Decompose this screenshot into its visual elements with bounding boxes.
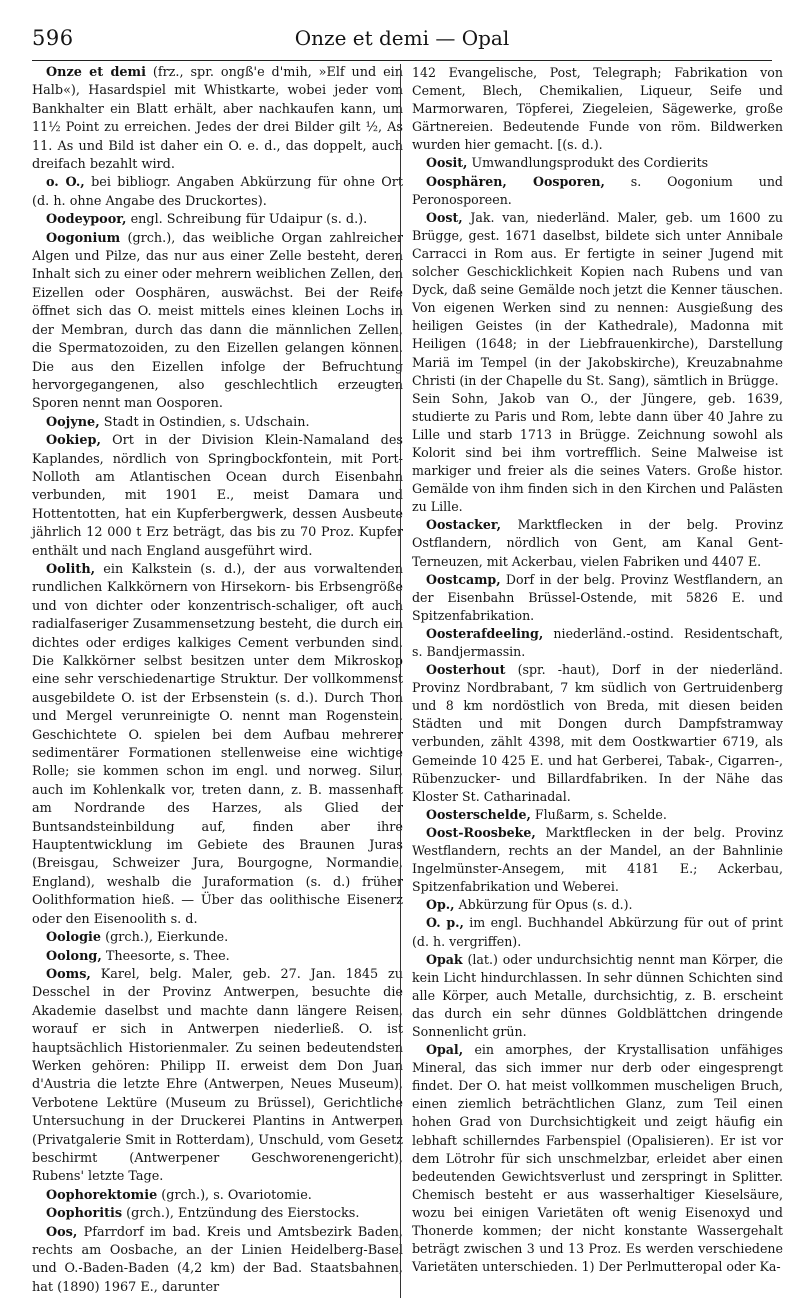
dictionary-entry	[412, 64, 783, 154]
dictionary-entry	[412, 209, 783, 390]
dictionary-entry	[32, 1224, 403, 1298]
entry-text: engl. Schreibung für Udaipur (s. d.).	[126, 212, 368, 228]
entry-headword: Opak	[426, 951, 463, 967]
entry-text: Karel, belg. Maler, geb. 27. Jan. 1845 zu Desschel in der Provinz Antwerpen, besuchte die Akademie daselbst und machte dann längere Reisen, worauf er sich in Antwerpen niederließ. O. ist hauptsächlich Historienmaler. Zu seinen bedeutendsten Werken gehören: Philipp II. erweist dem Don Juan d'Austria die letzte Ehre (Antwerpen, Neues Museum), Verbotene Lektüre (Museum zu Brüssel), Gerichtliche Untersuchung in der Druckerei Plantins in Antwerpen (Privatgalerie Smit in Rotterdam), Unschuld, vom Gesetz beschirmt (Antwerpener Geschworenengericht), Rubens' letzte Tage.	[32, 966, 403, 1185]
entry-headword: Oodeypoor,	[46, 212, 127, 228]
entry-headword: Oost-Roosbeke,	[426, 824, 536, 840]
dictionary-entry	[32, 64, 403, 174]
entry-text: s. Oogonium und Peronosporeen.	[412, 173, 783, 207]
dictionary-entry	[412, 806, 783, 824]
entry-text: Abkürzung für Opus (s. d.).	[454, 897, 633, 913]
entry-text: (lat.) oder undurchsichtig nennt man Körper, die kein Licht hindurchlassen. In sehr dünnen Schichten sind alle Körper, auch Metalle, durchsichtig, z. B. erscheint das durch ein sehr dünnes Goldblättchen dringende Sonnenlicht grün.	[412, 951, 783, 1039]
dictionary-entry	[32, 1205, 403, 1223]
entry-headword: Op.,	[426, 897, 455, 913]
dictionary-entry	[32, 230, 403, 414]
entry-headword: Oosit,	[426, 155, 468, 171]
entry-headword: Oosphären, Oosporen,	[426, 173, 605, 189]
dictionary-entry	[32, 174, 403, 211]
entry-text: Ort in der Division Klein-Namaland des Kaplandes, nördlich von Springbockfontein, mit Port-Nolloth am Atlantischen Ocean durch Eisenbahn verbunden, mit 1901 E., meist Damara und Hottentotten, hat ein Kupferbergwerk, dessen Ausbeute jährlich 12 000 t Erz beträgt, das bis zu 70 Proz. Kupfer enthält und nach England ausgeführt wird.	[32, 433, 403, 559]
entry-headword: Oost,	[426, 209, 463, 225]
right-column	[412, 64, 783, 1276]
entry-text: Theesorte, s. Thee.	[101, 948, 230, 964]
entry-headword: Oojyne,	[46, 414, 100, 430]
entry-headword: Onze et demi	[46, 65, 146, 80]
entry-text: Dorf in der belg. Provinz Westflandern, an der Eisenbahn Brüssel-Ostende, mit 5826 E. und Spitzenfabrikation.	[412, 571, 783, 623]
entry-text: Pfarrdorf im bad. Kreis und Amtsbezirk Baden, rechts am Oosbache, an der Linien Heidelberg-Basel und O.-Baden-Baden (4,2 km) der Bad. Staatsbahnen, hat (1890) 1967 E., darunter	[32, 1224, 403, 1295]
entry-headword: Oologie	[46, 930, 102, 946]
entry-text: ein Kalkstein (s. d.), der aus vorwaltenden rundlichen Kalkkörnern von Hirsekorn- bis Erbsengröße und von dichter oder konzentrisch-schaliger, oft auch radialfaseriger Zusammensetzung besteht, die durch ein dichtes oder erdiges kalkiges Cement verbunden sind. Die Kalkkörner selbst besitzen unter dem Mikroskop eine sehr verschiedenartige Struktur. Der vollkommenst ausgebildete O. ist der Erbsenstein (s. d.). Durch Thon und Mergel verunreinigte O. nennt man Rogenstein. Geschichtete O. spielen bei dem Aufbau mehrerer sedimentärer Formationen stellenweise eine wichtige Rolle; sie kommen schon im engl. und norweg. Silur, auch im Kohlenkalk vor, treten dann, z. B. massenhaft am Nordrande des Harzes, als Glied der Buntsandsteinbildung auf, finden aber ihre Hauptentwicklung im Gebiete des Braunen Juras (Breisgau, Schweizer Jura, Bourgogne, Normandie, England), weshalb die Juraformation (s. d.) früher Oolithformation hieß. — Über das oolithische Eisenerz oder den Eisenoolith s. d.	[32, 561, 403, 927]
entry-text: (frz., spr. ongß'e d'mih, »Elf und ein Halb«), Hasardspiel mit Whistkarte, wobei jeder vom Bankhalter ein Blatt erhält, aber nachkaufen kann, um 11½ Point zu erreichen. Jedes der drei Bilder gilt ½, As 11. As und Bild ist daher ein O. e. d., das doppelt, auch dreifach bezahlt wird.	[32, 65, 403, 173]
entry-headword: Oostcamp,	[426, 571, 501, 587]
dictionary-entry	[412, 625, 783, 661]
entry-headword: Oophoritis	[46, 1206, 123, 1222]
entry-headword: Oolong,	[46, 948, 102, 964]
dictionary-entry	[412, 390, 783, 517]
dictionary-entry	[32, 561, 403, 929]
dictionary-entry	[412, 661, 783, 806]
entry-text: (grch.), Entzündung des Eierstocks.	[122, 1206, 360, 1222]
entry-headword: Ooms,	[46, 966, 91, 982]
dictionary-entry	[32, 432, 403, 561]
header-rule	[32, 60, 772, 61]
entry-text: Sein Sohn, Jakob van O., der Jüngere, geb. 1639, studierte zu Paris und Rom, lebte dann über 40 Jahre zu Lille und starb 1713 in Brügge. Zeichnung sowohl als Kolorit sind bei ihm vortrefflich. Seine Malweise ist markiger und freier als die seines Vaters. Große histor. Gemälde von ihm finden sich in den Kirchen und Palästen zu Lille.	[412, 390, 783, 515]
column-divider	[400, 64, 401, 1298]
entry-text: Stadt in Ostindien, s. Udschain.	[99, 414, 310, 430]
dictionary-entry	[412, 516, 783, 570]
entry-text: Umwandlungsprodukt des Cordierits	[467, 155, 709, 171]
entry-headword: Oophorektomie	[46, 1187, 158, 1203]
entry-text: im engl. Buchhandel Abkürzung für out of print (d. h. vergriffen).	[412, 915, 783, 949]
entry-text: bei bibliogr. Angaben Abkürzung für ohne Ort (d. h. ohne Angabe des Druckortes).	[32, 175, 404, 209]
entry-headword: Oolith,	[46, 561, 96, 577]
entry-headword: Opal,	[426, 1042, 464, 1058]
dictionary-entry	[32, 211, 403, 229]
entry-headword: Oosterafdeeling,	[426, 625, 544, 641]
entry-text: ein amorphes, der Krystallisation unfähiges Mineral, das sich immer nur derb oder eingesprengt findet. Der O. hat meist vollkommen muscheligen Bruch, einen ziemlich beträchtlichen Glanz, zum Teil einen hohen Grad von Durchsichtigkeit und zeigt häufig ein lebhaft schillerndes Farbenspiel (Opalisieren). Er ist vor dem Lötrohr für sich unschmelzbar, erleidet aber einen bedeutenden Gewichtsverlust und zerspringt in Splitter. Chemisch besteht er aus wasserhaltiger Kieselsäure, wozu bei einigen Varietäten oft wenig Eisenoxyd und Thonerde kommen; der nicht konstante Wassergehalt beträgt zwischen 3 und 13 Proz. Es werden verschiedene Varietäten unterschieden. 1) Der Perlmutteropal oder Ka-	[412, 1042, 783, 1275]
entry-text: niederländ.-ostind. Residentschaft, s. Bandjermassin.	[412, 625, 783, 659]
running-title: Onze et demi — Opal	[294, 26, 510, 50]
dictionary-entry	[32, 929, 403, 947]
entry-headword: Ookiep,	[46, 433, 101, 449]
entry-headword: O. p.,	[426, 915, 464, 931]
entry-headword: Oostacker,	[426, 517, 501, 533]
entry-text: Marktflecken in der belg. Provinz Ostflandern, nördlich von Gent, am Kanal Gent-Terneuzen, mit Ackerbau, vielen Fabriken und 4407 E.	[412, 517, 783, 569]
page-header	[32, 20, 772, 54]
dictionary-entry	[412, 1041, 783, 1276]
entry-text: Jak. van, niederländ. Maler, geb. um 1600 zu Brügge, gest. 1671 daselbst, bildete sich unter Annibale Carracci in Rom aus. Er fertigte in seiner Jugend mit solcher Geschicklichkeit Kopien nach Rubens und van Dyck, daß seine Gemälde noch jetzt die Kenner täuschen. Von eigenen Werken sind zu nennen: Ausgießung des heiligen Geistes (in der Kathedrale), Madonna mit Heiligen (1648; in der Liebfrauenkirche), Darstellung Mariä im Tempel (in der Jakobskirche), Kreuzabnahme Christi (in der Chapelle du St. Sang), sämtlich in Brügge.	[412, 209, 783, 388]
entry-text: Flußarm, s. Schelde.	[530, 806, 667, 822]
dictionary-entry	[32, 1187, 403, 1205]
dictionary-entry	[412, 154, 783, 172]
dictionary-entry	[32, 966, 403, 1187]
dictionary-entry	[412, 951, 783, 1041]
entry-text: (grch.), Eierkunde.	[101, 930, 229, 946]
dictionary-entry	[412, 914, 783, 950]
entry-text: (grch.), s. Ovariotomie.	[157, 1187, 312, 1203]
entry-headword: Oogonium	[46, 230, 121, 246]
entry-headword: o. O.,	[46, 175, 85, 191]
left-column	[32, 64, 403, 1297]
dictionary-entry	[412, 824, 783, 896]
entry-text: Marktflecken in der belg. Provinz Westflandern, rechts an der Mandel, an der Bahnlinie Ingelmünster-Ansegem, mit 4181 E.; Ackerbau, Spitzenfabrikation und Weberei.	[412, 824, 783, 895]
dictionary-entry	[32, 414, 403, 432]
entry-headword: Oosterschelde,	[426, 806, 531, 822]
dictionary-entry	[32, 948, 403, 966]
entry-text: 142 Evangelische, Post, Telegraph; Fabrikation von Cement, Blech, Chemikalien, Liqueur, Seife und Marmorwaren, Töpferei, Ziegeleien, Sägewerke, große Gärtnereien. Bedeutende Funde von röm. Bildwerken wurden hier gemacht. [(s. d.).	[412, 65, 783, 153]
page-number: 596	[32, 26, 74, 50]
dictionary-entry	[412, 173, 783, 209]
entry-headword: Oosterhout	[426, 662, 506, 678]
entry-text: (grch.), das weibliche Organ zahlreicher Algen und Pilze, das nur aus einer Zelle besteht, deren Inhalt sich zu einer oder mehrern weiblichen Zellen, den Eizellen oder Oosphären, auswächst. Bei der Reife öffnet sich das O. meist mittels eines kleinen Lochs in der Membran, durch das dann die männlichen Zellen, die Spermatozoiden, zu den Eizellen gelangen können. Die aus den Eizellen infolge der Befruchtung hervorgegangenen, also geschlechtlich erzeugten Sporen nennt man Oosporen.	[32, 230, 403, 412]
entry-headword: Oos,	[46, 1224, 78, 1240]
dictionary-entry	[412, 571, 783, 625]
dictionary-entry	[412, 896, 783, 914]
entry-text: (spr. -haut), Dorf in der niederländ. Provinz Nordbrabant, 7 km südlich von Gertruidenberg und 8 km nordöstlich von Breda, mit diesen beiden Städten und mit Dongen durch Dampfstramway verbunden, zählt 4398, mit dem Oostkwartier 6719, als Gemeinde 10 425 E. und hat Gerberei, Tabak-, Cigarren-, Rübenzucker- und Billardfabriken. In der Nähe das Kloster St. Catharinadal.	[412, 662, 783, 804]
